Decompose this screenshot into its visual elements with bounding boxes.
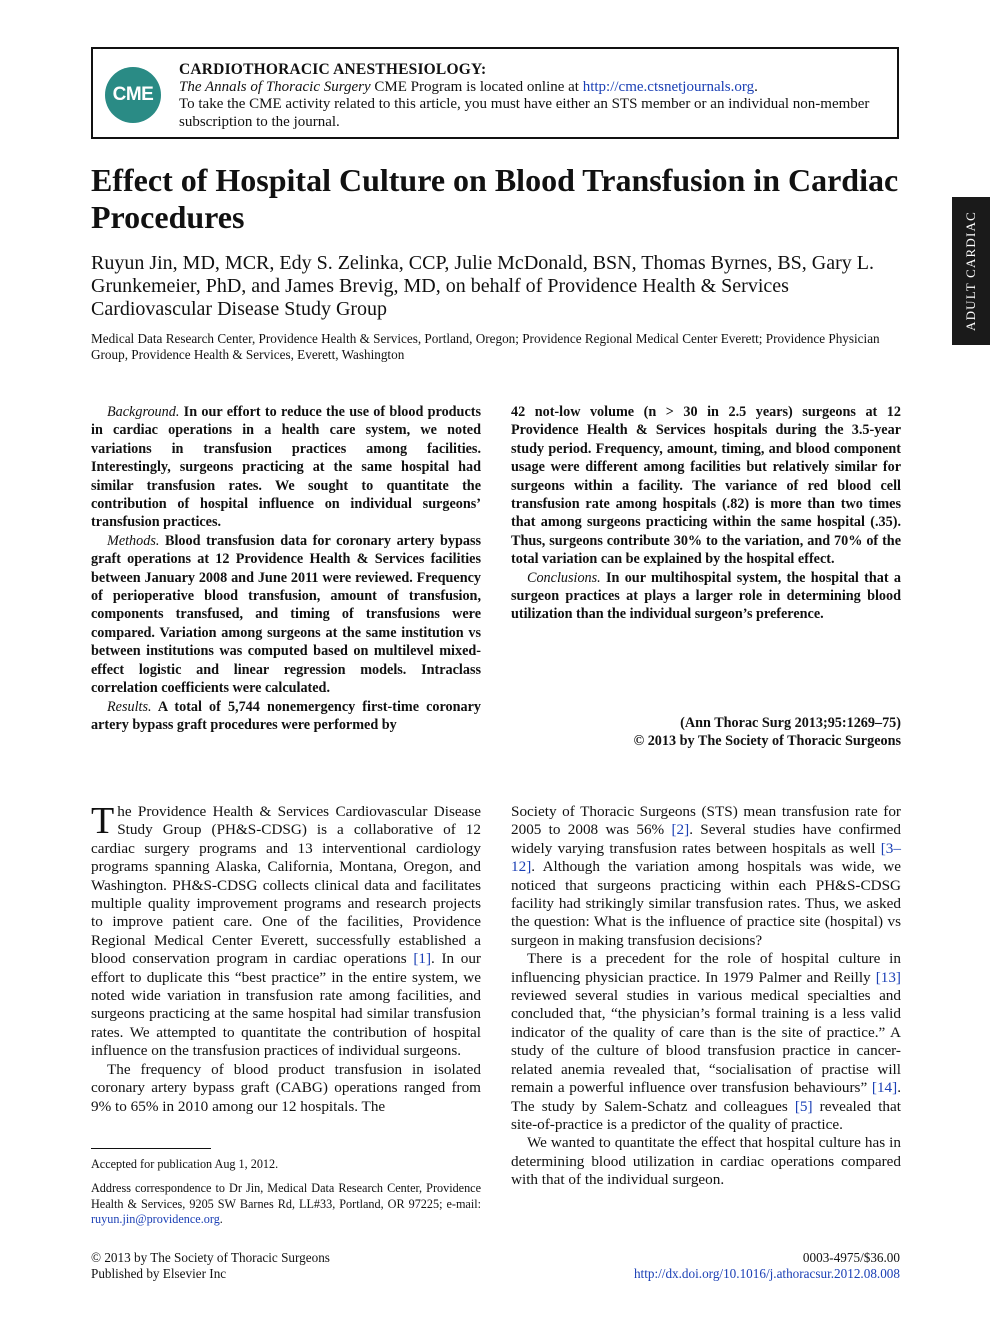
footnote-divider	[91, 1148, 211, 1149]
footer-issn: 0003-4975/$36.00	[802, 1250, 900, 1265]
reference-link-13[interactable]: [13]	[875, 968, 901, 986]
abstract-methods-text: Blood transfusion data for coronary artery bypass graft operations at 12 Providence Health & Services facilities between January 2008 and June 2011 were reviewed. Frequency of perioperative blood transfusion, amount of transfusion, components transfused, and timing of transfusions were compared. Variation among surgeons at the same institution vs between institutions was computed based on multilevel mixed-effect logistic and linear regression models. Intraclass correlation coefficients were calculated.	[91, 532, 481, 697]
footer-publisher: Published by Elsevier Inc	[91, 1266, 227, 1281]
author-email-link[interactable]: ruyun.jin@providence.org	[91, 1212, 220, 1227]
body-paragraph-3-text-c: . Although the variation among hospitals was wide, we noticed that surgeons practicing within each PH&S-CDSG facility had strikingly similar transfusion rates. Thus, we asked the question: What is the influence of practice site (hospital) vs surgeon in making transfusion decisions?	[511, 858, 901, 949]
drop-cap: T	[91, 800, 115, 842]
reference-link-2[interactable]: [2]	[671, 821, 690, 839]
cme-heading: CARDIOTHORACIC ANESTHESIOLOGY:	[179, 61, 487, 78]
doi-link[interactable]: http://dx.doi.org/10.1016/j.athoracsur.2012.08.008	[633, 1266, 900, 1281]
reference-link-3-12[interactable]: [3–12]	[511, 839, 901, 876]
cme-logo: CME	[105, 67, 161, 123]
cme-line-1	[179, 79, 879, 97]
abstract-citation-block	[511, 714, 901, 751]
abstract-methods	[91, 532, 481, 698]
abstract-background-text: In our effort to reduce the use of blood products in cardiac operations in a health care system, we noted variations in transfusion practices among facilities. Interestingly, surgeons practicing at the same hospital had similar transfusion rates. We sought to quantitate the contribution of hospital influence on individual surgeons’ transfusion practices.	[91, 404, 481, 531]
abstract-results-continued: 42 not-low volume (n > 30 in 2.5 years) surgeons at 12 Providence Health & Services hospitals during the 3.5-year study period. Frequency, amount, timing, and blood component usage were different among facilities but relatively similar for surgeons within a facility. The variance of red blood cell transfusion rate among hospitals (.82) is more than two times that among surgeons practicing within the same hospital (.35). Thus, surgeons contribute 30% to the variation, and 70% of the total variation can be explained by the hospital effect.	[511, 404, 901, 568]
cme-line-1-text: CME Program is located online at	[370, 78, 583, 95]
abstract-results	[91, 698, 481, 735]
article-authors: Ruyun Jin, MD, MCR, Edy S. Zelinka, CCP, Julie McDonald, BSN, Thomas Byrnes, BS, Gary L. Grunkemeier, PhD, and James Brevig, MD, on behalf of Providence Health & Services Cardiovascular Disease Study Group	[91, 252, 874, 320]
body-paragraph-5: We wanted to quantitate the effect that hospital culture has in determining blood utilization in cardiac operations compared with that of the individual surgeon.	[511, 1134, 901, 1189]
body-paragraph-3-text-b: . Several studies have confirmed widely varying transfusion rates between hospitals as well	[511, 821, 901, 857]
abstract-conclusions-label: Conclusions.	[527, 569, 601, 586]
body-paragraph-4-text-a: There is a precedent for the role of hospital culture in influencing physician practice. In 1979 Palmer and Reilly	[511, 950, 901, 986]
section-side-tab	[952, 197, 990, 345]
footnotes	[91, 1157, 481, 1237]
footnote-address-text: Address correspondence to Dr Jin, Medical Data Research Center, Providence Health & Services, 9205 SW Barnes Rd, LL#33, Portland, OR 97225; e-mail:	[91, 1181, 481, 1211]
footer-copyright: © 2013 by The Society of Thoracic Surgeons	[91, 1250, 330, 1265]
cme-text	[179, 61, 879, 131]
reference-link-5[interactable]: [5]	[794, 1097, 813, 1115]
body-paragraph-1-text-a: he Providence Health & Services Cardiovascular Disease Study Group (PH&S-CDSG) is a collaborative of 12 cardiac surgery programs and 13 interventional cardiology programs spanning Alaska, California, Montana, Oregon, and Washington. PH&S-CDSG collects clinical data and facilitates multiple quality improvement programs and research projects to improve patient care. One of the facilities, Providence Regional Medical Center Everett, successfully established a blood conservation program in cardiac operations	[91, 803, 481, 968]
abstract-conclusions	[511, 569, 901, 624]
abstract-right-column	[511, 403, 901, 624]
section-side-tab-label: ADULT CARDIAC	[963, 211, 979, 331]
abstract-copyright: © 2013 by The Society of Thoracic Surgeons	[633, 733, 901, 750]
abstract-background	[91, 403, 481, 532]
reference-link-14[interactable]: [14]	[871, 1079, 898, 1097]
abstract-conclusions-text: In our multihospital system, the hospital that a surgeon practices at plays a larger role in determining blood utilization than the individual surgeon’s preference.	[511, 569, 901, 623]
cme-line-1-end: .	[754, 78, 758, 95]
article-title: Effect of Hospital Culture on Blood Transfusion in Cardiac Procedures	[91, 162, 899, 235]
footnote-address	[91, 1181, 481, 1227]
reference-link-1[interactable]: [1]	[413, 950, 432, 968]
body-paragraph-3-text-a: Society of Thoracic Surgeons (STS) mean transfusion rate for 2005 to 2008 was 56%	[511, 803, 901, 839]
body-paragraph-1-text-b: . In our effort to duplicate this “best practice” in the entire system, we noted wide variation in transfusion rate among facilities, and surgeons practicing at the same hospital had similar transfusion rates. We attempted to quantitate the contribution of hospital influence on the transfusion practices of individual surgeons.	[91, 950, 481, 1060]
abstract-methods-label: Methods.	[107, 532, 160, 549]
abstract-results-label: Results.	[107, 698, 152, 715]
body-paragraph-4	[511, 950, 901, 1134]
abstract-left-column	[91, 403, 481, 734]
body-paragraph-4-text-c: . The study by Salem-Schatz and colleagues	[511, 1079, 901, 1115]
body-paragraph-4-text-b: reviewed several studies in various medical specialties and concluded that, “the physician’s formal training is a less valid indicator of the quality of care than is the site of practice.” A study of the culture of blood transfusion practice in cancer-related anemia revealed that, “socialisation of practise will remain a powerful influence over transfusion behaviours”	[511, 987, 901, 1097]
abstract-results-text: A total of 5,744 nonemergency first-time coronary artery bypass graft procedures were performed by	[91, 698, 481, 733]
cme-journal-name: The Annals of Thoracic Surgery	[179, 78, 371, 95]
body-paragraph-2: The frequency of blood product transfusion in isolated coronary artery bypass graft (CABG) operations ranged from 9% to 65% in 2010 among our 12 hospitals. The	[91, 1060, 481, 1115]
footer-right	[560, 1250, 900, 1282]
journal-citation: (Ann Thorac Surg 2013;95:1269–75)	[680, 715, 901, 731]
article-affiliations: Medical Data Research Center, Providence Health & Services, Portland, Oregon; Providence Regional Medical Center Everett; Providence Physician Group, Providence Health & Services, Everett, Washington	[91, 331, 880, 362]
cme-banner	[91, 47, 899, 139]
cme-url-link[interactable]: http://cme.ctsnetjournals.org	[582, 78, 755, 95]
footnote-address-end: .	[219, 1212, 223, 1227]
footer-left	[91, 1250, 330, 1282]
body-right-column	[511, 803, 901, 1190]
abstract-background-label: Background.	[107, 404, 180, 420]
body-left-column	[91, 800, 481, 1116]
cme-line-2: To take the CME activity related to this article, you must have either an STS member or an individual non-member subscription to the journal.	[179, 96, 870, 130]
body-paragraph-3	[511, 803, 901, 950]
body-paragraph-4-text-d: revealed that site-of-practice is a predictor of the quality of practice.	[511, 1097, 901, 1133]
body-paragraph-1	[91, 800, 481, 1061]
footnote-accepted: Accepted for publication Aug 1, 2012.	[91, 1157, 279, 1171]
